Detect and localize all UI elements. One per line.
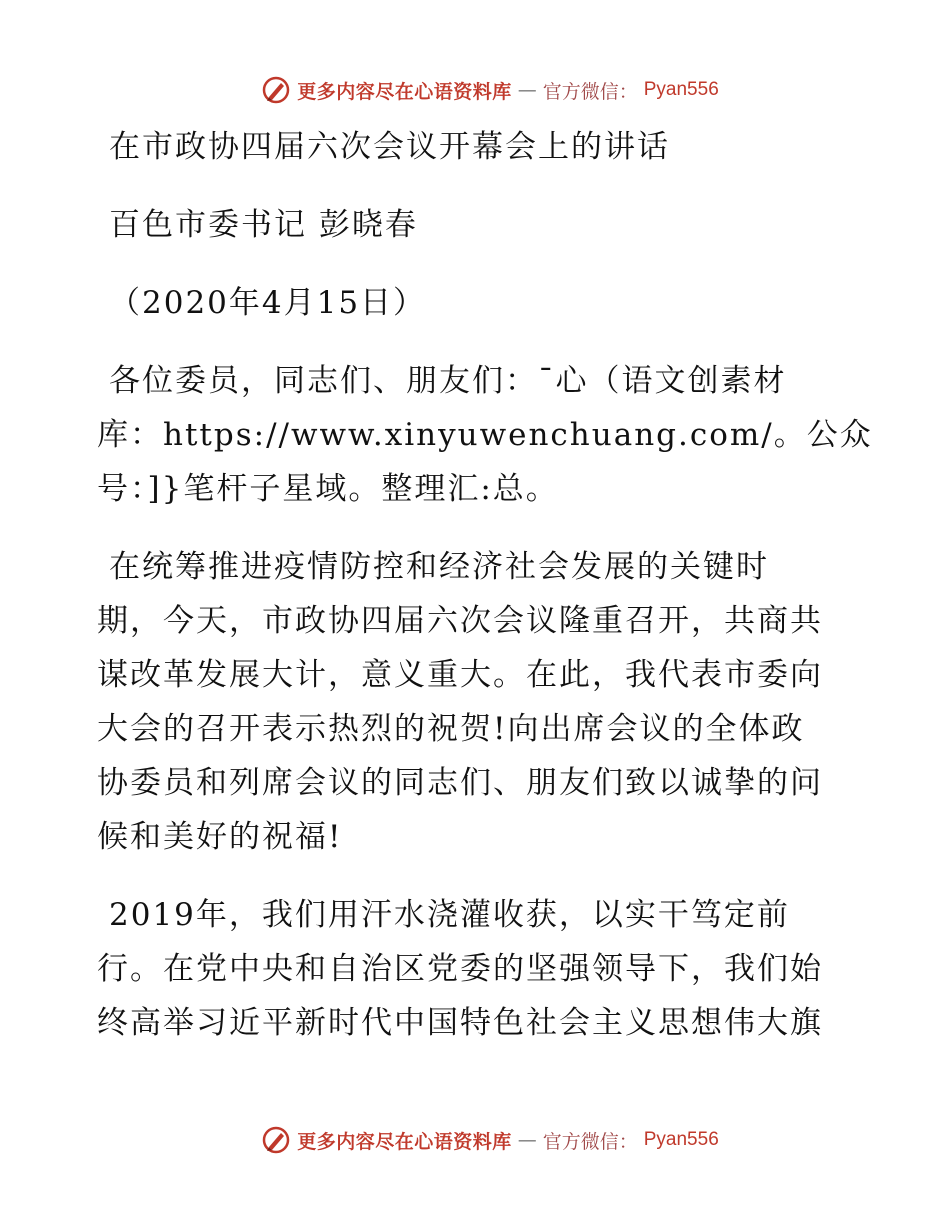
banner-content [261,1125,719,1155]
banner-text: 更多内容尽在心语资料库 [297,1130,512,1153]
paragraph-line: 各位委员，同志们、朋友们：¯心（语文创素材 [109,363,787,399]
paragraph-line: 在统筹推进疫情防控和经济社会发展的关键时 [109,549,769,585]
paragraph-line: 库：https://www.xinyuwenchuang.com/。公众 [97,417,873,453]
paragraph-line: 大会的召开表示热烈的祝贺!向出席会议的全体政 [97,711,805,747]
paragraph-line: 协委员和列席会议的同志们、朋友们致以诚挚的问 [97,765,823,801]
document-body [97,120,873,1074]
paragraph-line: 谋改革发展大计，意义重大。在此，我代表市委向 [97,657,823,693]
paragraph-line: 号：]}笔杆子星域。整理汇:总。 [97,471,559,507]
document-title: 在市政协四届六次会议开幕会上的讲话 [109,129,670,165]
banner-dash: — [517,79,537,101]
pen-logo-icon [261,1125,291,1155]
pen-logo-icon [261,75,291,105]
banner-dash: — [517,1129,537,1151]
banner-wechat-id: Pyan556 [643,1129,719,1150]
header-banner [0,70,950,110]
paragraph-line: 候和美好的祝福! [97,819,343,855]
paragraph-line: 2019年，我们用汗水浇灌收获，以实干笃定前 [109,897,790,933]
paragraph-line: 期，今天，市政协四届六次会议隆重召开，共商共 [97,603,823,639]
banner-wechat-id: Pyan556 [643,79,719,100]
paragraph-review [97,888,857,1050]
banner-content [261,75,719,105]
paragraph-greeting [97,354,873,516]
document-author: 百色市委书记 彭晓春 [109,207,418,243]
banner-text: 更多内容尽在心语资料库 [297,80,512,103]
document-date: （2020年4月15日） [109,285,427,321]
banner-wechat-label: 官方微信： [542,1130,638,1153]
paragraph-opening [97,540,857,864]
paragraph-line: 终高举习近平新时代中国特色社会主义思想伟大旗 [97,1005,823,1041]
footer-banner [0,1120,950,1160]
banner-wechat-label: 官方微信： [542,80,638,103]
paragraph-line: 行。在党中央和自治区党委的坚强领导下，我们始 [97,951,823,987]
